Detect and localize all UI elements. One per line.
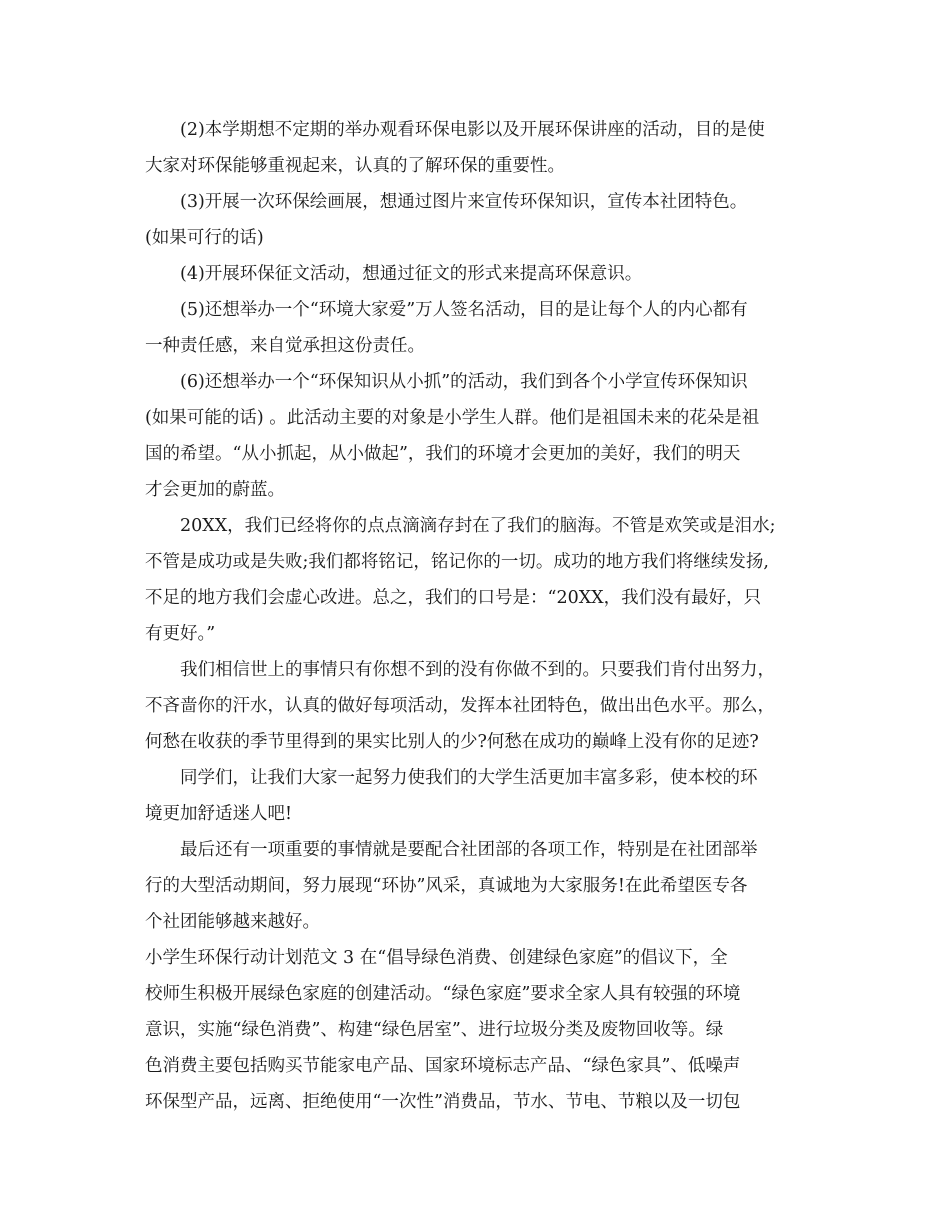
text-line: 同学们，让我们大家一起努力使我们的大学生活更加丰富多彩，使本校的环 <box>180 768 758 788</box>
text-line: 个社团能够越来越好。 <box>145 912 320 932</box>
text-line: 最后还有一项重要的事情就是要配合社团部的各项工作，特别是在社团部举 <box>180 840 758 860</box>
text-line: 不吝啬你的汗水，认真的做好每项活动，发挥本社团特色，做出出色水平。那么， <box>145 696 775 716</box>
text-line: 行的大型活动期间，努力展现“环协”风采，真诚地为大家服务!在此希望医专各 <box>145 876 748 896</box>
text-line: 国的希望。“从小抓起，从小做起”，我们的环境才会更加的美好，我们的明天 <box>145 444 741 464</box>
text-line: (4)开展环保征文活动，想通过征文的形式来提高环保意识。 <box>180 264 643 284</box>
text-line: 才会更加的蔚蓝。 <box>145 480 285 500</box>
text-line: 有更好。” <box>145 624 216 644</box>
text-line: (5)还想举办一个“环境大家爱”万人签名活动，目的是让每个人的内心都有 <box>180 300 748 320</box>
text-line: 环保型产品，远离、拒绝使用“一次性”消费品，节水、节电、节粮以及一切包 <box>145 1092 741 1112</box>
text-line: 何愁在收获的季节里得到的果实比别人的少?何愁在成功的巅峰上没有你的足迹? <box>145 732 759 752</box>
text-line: (3)开展一次环保绘画展，想通过图片来宣传环保知识，宣传本社团特色。 <box>180 192 748 212</box>
text-line: (6)还想举办一个“环保知识从小抓”的活动，我们到各个小学宣传环保知识 <box>180 372 748 392</box>
text-line: (2)本学期想不定期的举办观看环保电影以及开展环保讲座的活动，目的是使 <box>180 120 765 140</box>
text-line: 校师生积极开展绿色家庭的创建活动。“绿色家庭”要求全家人具有较强的环境 <box>145 984 741 1004</box>
text-line: 20XX，我们已经将你的点点滴滴存封在了我们的脑海。不管是欢笑或是泪水; <box>180 516 776 536</box>
text-line: 一种责任感，来自觉承担这份责任。 <box>145 336 425 356</box>
text-line: 我们相信世上的事情只有你想不到的没有你做不到的。只要我们肯付出努力， <box>180 660 775 680</box>
text-line: 境更加舒适迷人吧! <box>145 804 293 824</box>
text-line: 不足的地方我们会虚心改进。总之，我们的口号是：“20XX，我们没有最好，只 <box>145 588 762 608</box>
text-line: 色消费主要包括购买节能家电产品、国家环境标志产品、“绿色家具”、低噪声 <box>145 1056 741 1076</box>
text-line: 大家对环保能够重视起来，认真的了解环保的重要性。 <box>145 156 565 176</box>
text-line: (如果可能的话) 。此活动主要的对象是小学生人群。他们是祖国未来的花朵是祖 <box>145 408 760 428</box>
text-line: (如果可行的话) <box>145 228 264 248</box>
text-line: 小学生环保行动计划范文 3 在“倡导绿色消费、创建绿色家庭”的倡议下，全 <box>145 948 728 968</box>
text-line: 意识，实施“绿色消费”、构建“绿色居室”、进行垃圾分类及废物回收等。绿 <box>145 1020 724 1040</box>
text-line: 不管是成功或是失败;我们都将铭记，铭记你的一切。成功的地方我们将继续发扬, <box>145 552 769 572</box>
